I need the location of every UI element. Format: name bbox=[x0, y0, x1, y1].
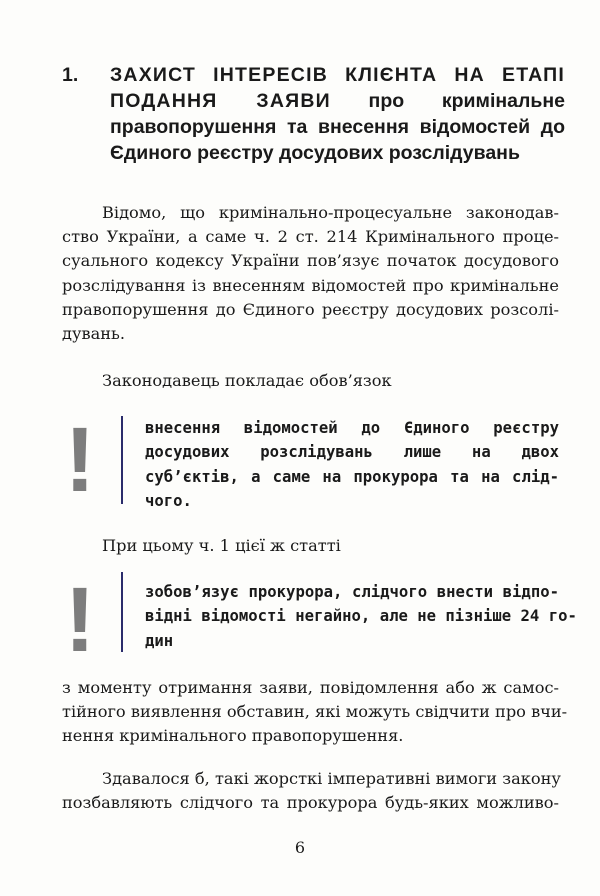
callout-line: внесення відомостей до Єдиного реєстру bbox=[145, 419, 559, 437]
exclamation-icon: ! bbox=[64, 409, 96, 511]
callout-line: досудових розслідувань лише на двох bbox=[145, 443, 559, 462]
page-number: 6 bbox=[294, 838, 306, 857]
exclamation-icon: ! bbox=[64, 569, 96, 671]
section-title-caps: ПОДАННЯ ЗАЯВИ bbox=[110, 90, 331, 112]
paragraph-closing bbox=[62, 767, 559, 815]
callout-box-2 bbox=[145, 580, 577, 653]
paragraph-line: з моменту отримання заяви, повідомлення або ж самос- bbox=[62, 678, 559, 697]
lead-in-text-1: Законодавець покладає обов’язок bbox=[102, 371, 392, 390]
section-title-line-1: ЗАХИСТ ІНТЕРЕСІВ КЛІЄНТА НА ЕТАПІ bbox=[110, 64, 565, 86]
paragraph-line: суального кодексу України пов’язує початок досудового bbox=[62, 251, 559, 271]
callout-bar bbox=[121, 416, 123, 504]
callout-line: відні відомості негайно, але не пізніше 24 го- bbox=[145, 607, 577, 626]
callout-line: чого. bbox=[145, 492, 192, 511]
paragraph-line: позбавляють слідчого та прокурора будь-яких можливо- bbox=[62, 793, 559, 813]
paragraph-line: розслідування із внесенням відомостей про кримінальне bbox=[62, 275, 559, 295]
paragraph-intro bbox=[62, 201, 559, 346]
paragraph-line: Здавалося б, такі жорсткі імперативні вимоги закону bbox=[102, 769, 561, 788]
paragraph-line: ство України, а саме ч. 2 ст. 214 Кримінального проце- bbox=[62, 227, 559, 247]
paragraph-continuation bbox=[62, 676, 568, 749]
callout-box-1 bbox=[145, 416, 559, 514]
callout-line: зобов’язує прокурора, слідчого внести відпо- bbox=[145, 583, 559, 601]
lead-in-text-2: При цьому ч. 1 цієї ж статті bbox=[102, 536, 341, 555]
paragraph-line: правопорушення до Єдиного реєстру досудових розсолі- bbox=[62, 299, 559, 319]
section-number: 1. bbox=[62, 64, 79, 86]
callout-line: дин bbox=[145, 631, 174, 650]
paragraph-line: Відомо, що кримінально-процесуальне законодав- bbox=[102, 203, 559, 222]
paragraph-line: нення кримінального правопорушення. bbox=[62, 726, 404, 746]
paragraph-line: дувань. bbox=[62, 324, 126, 344]
paragraph-line: тійного виявлення обставин, які можуть свідчити про вчи- bbox=[62, 702, 568, 722]
callout-line: суб’єктів, а саме на прокурора та на слід- bbox=[145, 467, 559, 486]
section-title bbox=[110, 62, 565, 166]
section-title-lower: про кримінальне правопорушення та внесення відомостей до Єдиного реєстру досудових розслідувань bbox=[110, 90, 566, 164]
section-title-rest bbox=[110, 88, 565, 166]
callout-bar bbox=[121, 572, 123, 652]
